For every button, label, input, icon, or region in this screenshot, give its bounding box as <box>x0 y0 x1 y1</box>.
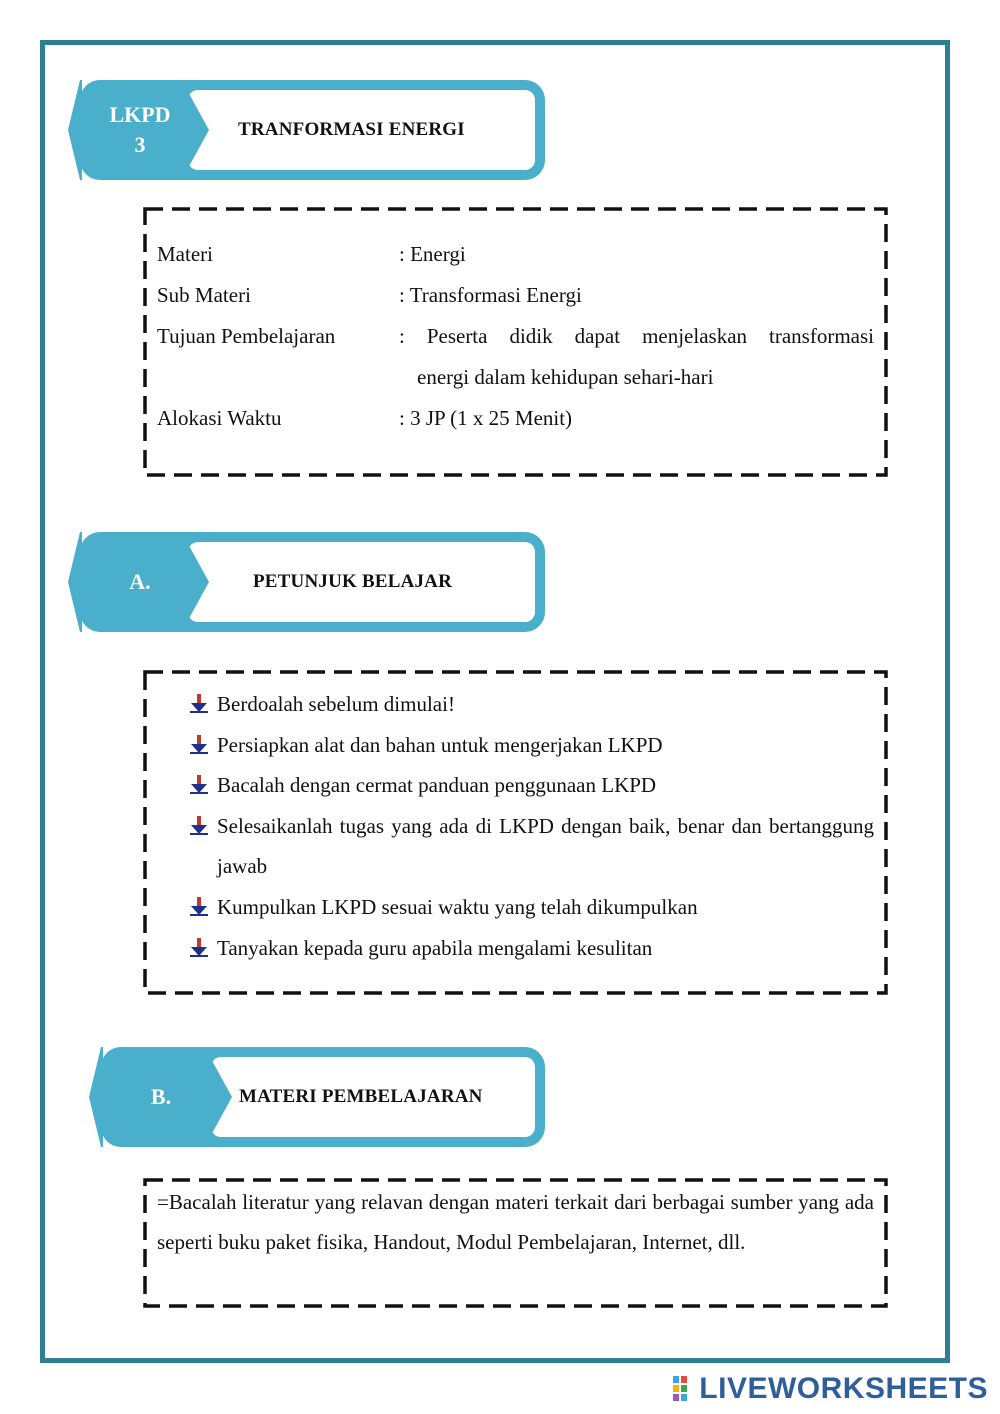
lkpd-badge <box>90 80 190 180</box>
arrow-down-icon <box>189 775 209 795</box>
info-label: Tujuan Pembelajaran <box>157 324 336 348</box>
info-box <box>143 207 888 477</box>
section-a-badge: A. <box>129 569 151 594</box>
header-chevron <box>187 90 211 170</box>
header-chevron <box>210 1057 234 1137</box>
lkpd-header <box>80 80 545 180</box>
info-label: Alokasi Waktu <box>157 406 282 430</box>
section-a-title: PETUNJUK BELAJAR <box>253 571 453 592</box>
instructions-box <box>143 670 888 995</box>
section-b-header <box>101 1047 545 1147</box>
header-left-notch <box>68 532 82 632</box>
materi-paragraph: =Bacalah literatur yang relavan dengan materi terkait dari berbagai sumber yang ada seperti buku paket fisika, Handout, Modul Pembelajaran, Internet, dll. <box>157 1190 874 1254</box>
list-item <box>189 765 874 806</box>
instruction-text: Kumpulkan LKPD sesuai waktu yang telah dikumpulkan <box>217 894 698 919</box>
instruction-text: Selesaikanlah tugas yang ada di LKPD dengan baik, benar dan bertanggung jawab <box>217 813 874 879</box>
section-a-header <box>80 532 545 632</box>
liveworksheets-logo-icon <box>673 1376 695 1402</box>
list-item <box>189 928 874 969</box>
arrow-down-icon <box>189 897 209 917</box>
list-item <box>189 684 874 725</box>
header-chevron <box>187 542 211 622</box>
instruction-text: Bacalah dengan cermat panduan penggunaan LKPD <box>217 773 657 798</box>
materi-box <box>143 1178 888 1308</box>
liveworksheets-watermark <box>673 1372 988 1406</box>
instruction-list <box>189 684 874 968</box>
info-value: : 3 JP (1 x 25 Menit) <box>399 406 573 430</box>
instruction-text: Tanyakan kepada guru apabila mengalami kesulitan <box>217 935 653 960</box>
info-value: : Energi <box>399 242 466 266</box>
arrow-down-icon <box>189 938 209 958</box>
section-b-badge: B. <box>150 1084 172 1109</box>
info-label: Sub Materi <box>157 283 251 307</box>
arrow-down-icon <box>189 694 209 714</box>
info-value: : Transformasi Energi <box>399 283 582 307</box>
section-b-title: MATERI PEMBELAJARAN <box>239 1086 483 1107</box>
lkpd-badge-label: LKPD <box>109 102 171 127</box>
list-item <box>189 887 874 928</box>
header-left-notch <box>89 1047 103 1147</box>
arrow-down-icon <box>189 816 209 836</box>
watermark-text: LIVEWORKSHEETS <box>699 1372 988 1405</box>
info-label: Materi <box>157 242 213 266</box>
list-item <box>189 806 874 887</box>
instruction-text: Berdoalah sebelum dimulai! <box>217 692 455 716</box>
instruction-text: Persiapkan alat dan bahan untuk mengerjakan LKPD <box>217 732 663 757</box>
lkpd-title: TRANFORMASI ENERGI <box>238 119 465 140</box>
arrow-down-icon <box>189 735 209 755</box>
list-item <box>189 725 874 766</box>
info-value-continued: energi dalam kehidupan sehari-hari <box>417 365 714 389</box>
lkpd-badge-number: 3 <box>134 132 146 157</box>
info-value: : Peserta didik dapat menjelaskan transformasi <box>399 324 874 348</box>
header-left-notch <box>68 80 82 180</box>
